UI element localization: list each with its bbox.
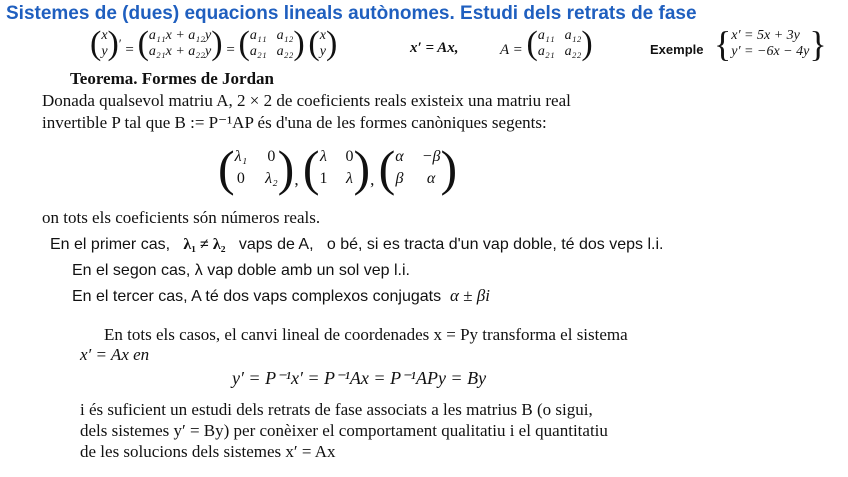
conclusion-line-2: x′ = Ax en <box>80 345 150 364</box>
coefficients-note: on tots els coeficients són números reals. <box>42 208 321 227</box>
theorem-line-2: invertible P tal que B := P⁻¹AP és d'una de les formes canòniques segents: <box>42 113 547 132</box>
conclusion-line-4: dels sistemes y′ = By) per conèixer el comportament qualitatiu i el quantitatiu <box>80 421 608 440</box>
system-equation: ( x y ) ′ = ( a₁₁x + a₁₂y a₂₁x + a₂₂y ) = ( a₁₁ a₁₂ a₂₁ a₂₂ ) ( x y ) <box>90 25 338 62</box>
jordan-matrix-diagonal: ( λ₁ 0 0 λ₂ ) <box>218 140 295 196</box>
transform-equation: y′ = P⁻¹x′ = P⁻¹Ax = P⁻¹APy = By <box>232 368 487 388</box>
case-2: En el segon cas, λ vap doble amb un sol vep l.i. <box>72 262 410 279</box>
jordan-forms: ( λ₁ 0 0 λ₂ ) , ( λ 0 1 λ ) , ( α −β β α ) <box>218 140 458 196</box>
conclusion-line-5: de les solucions dels sistemes x′ = Ax <box>80 442 336 461</box>
jordan-matrix-complex: ( α −β β α ) <box>378 140 458 196</box>
theorem-heading: Teorema. Formes de Jordan <box>70 69 274 88</box>
example-system: { x′ = 5x + 3y y′ = −6x − 4y } <box>714 24 827 64</box>
theorem-line-1: Donada qualsevol matriu A, 2 × 2 de coeficients reals existeix una matriu real <box>42 91 571 110</box>
example-label: Exemple <box>650 42 704 57</box>
jordan-matrix-block: ( λ 0 1 λ ) <box>302 140 371 196</box>
conclusion-line-1: En tots els casos, el canvi lineal de coordenades x = Py transforma el sistema <box>104 325 628 344</box>
matrix-A-definition: A = ( a₁₁ a₁₂ a₂₁ a₂₂ ) <box>500 25 593 62</box>
conclusion-line-3: i és suficient un estudi dels retrats de fase associats a les matrius B (o sigui, <box>80 400 593 419</box>
page-title: Sistemes de (dues) equacions lineals autònomes. Estudi dels retrats de fase <box>6 3 697 24</box>
compact-equation: x′ = Ax, <box>410 40 459 56</box>
case-3: En el tercer cas, A té dos vaps complexos conjugats α ± βi <box>72 286 490 305</box>
case-1: En el primer cas, λ₁ ≠ λ₂ vaps de A, o bé, si es tracta d'un vap doble, té dos veps l.i. <box>50 236 664 253</box>
